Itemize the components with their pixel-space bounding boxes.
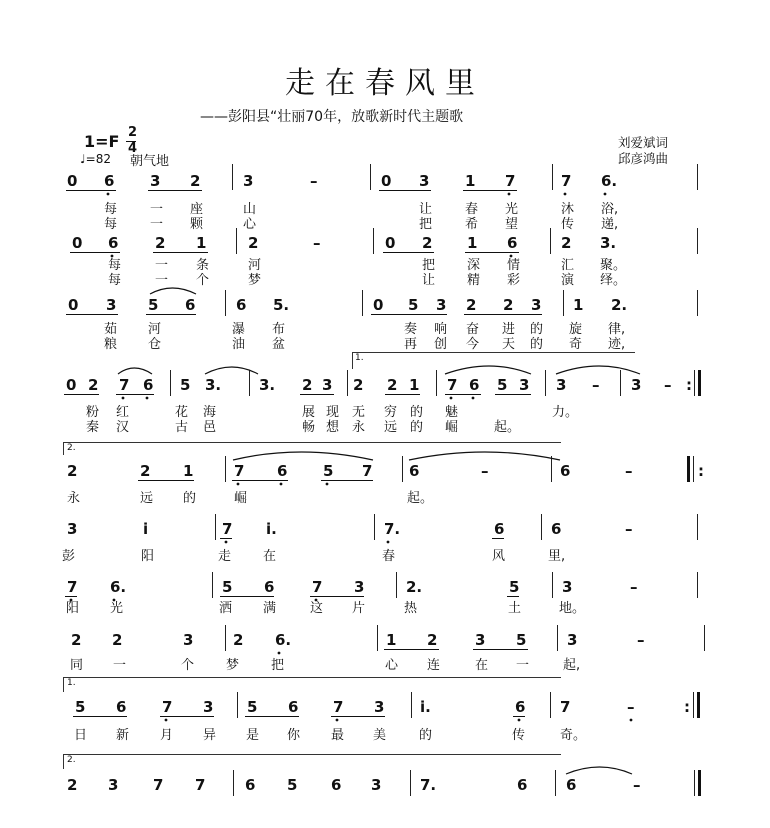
volta-label: 1.: [67, 678, 76, 688]
note: 5: [516, 631, 527, 649]
lyric: 连: [427, 658, 441, 673]
lyric: 异: [203, 728, 217, 743]
note: 7: [560, 698, 571, 716]
lyric: 是: [246, 728, 260, 743]
tempo-mark: ♩=82: [80, 152, 111, 166]
note: –: [481, 462, 489, 480]
note: 3: [562, 578, 573, 596]
note: 0: [72, 234, 83, 252]
lyric: 个: [181, 658, 195, 673]
lyric: 一: [150, 217, 164, 232]
lyric: 心: [243, 217, 257, 232]
lyric: 奋: [466, 322, 480, 337]
note: –: [633, 776, 641, 794]
octave-dot: [387, 541, 390, 544]
composer: 邱彦鸿曲: [618, 151, 669, 166]
lyric: 粉: [86, 405, 100, 420]
lyric: 把: [419, 217, 433, 232]
note: 3: [183, 631, 194, 649]
lyric: 递,: [601, 217, 619, 232]
note: 7: [195, 776, 206, 794]
lyric: 每: [104, 202, 118, 217]
octave-dot: [237, 483, 240, 486]
lyric: 律,: [608, 322, 626, 337]
slur: [556, 366, 640, 374]
note: 6: [551, 520, 562, 538]
note: 2: [503, 296, 514, 314]
lyric: 河: [248, 258, 262, 273]
lyric: 进: [502, 322, 516, 337]
lyric: 秦: [86, 420, 100, 435]
note: –: [313, 234, 321, 252]
note: 3: [67, 520, 78, 538]
lyric: 畅: [302, 420, 316, 435]
octave-dot: [113, 599, 116, 602]
lyric: 传: [512, 728, 526, 743]
octave-dot: [450, 397, 453, 400]
lyric: 春: [382, 549, 396, 564]
note: 5: [408, 296, 419, 314]
repeat-sign: :: [686, 376, 692, 394]
note: 0: [381, 172, 392, 190]
note: 6: [116, 698, 127, 716]
note: 0: [68, 296, 79, 314]
note: 5: [180, 376, 191, 394]
volta-label: 2.: [67, 755, 76, 765]
lyric: 每: [108, 273, 122, 288]
lyric: 想: [326, 420, 340, 435]
note: 7: [67, 578, 78, 596]
note: 2: [466, 296, 477, 314]
lyric: 迹,: [608, 337, 626, 352]
note: i.: [266, 520, 277, 538]
note: 3.: [600, 234, 617, 252]
lyric: 旋: [569, 322, 583, 337]
lyric: 再: [404, 337, 418, 352]
lyric: 河: [148, 322, 162, 337]
lyric: 在: [263, 549, 277, 564]
note: 3: [322, 376, 333, 394]
note: 2: [248, 234, 259, 252]
lyric: 汇: [561, 258, 575, 273]
lyric: 洒: [219, 601, 233, 616]
note: 5: [287, 776, 298, 794]
note: –: [625, 520, 633, 538]
note: 7: [505, 172, 516, 190]
note: 2.: [611, 296, 628, 314]
lyric: 新: [116, 728, 130, 743]
lyric: 古: [175, 420, 189, 435]
note: –: [627, 698, 635, 716]
note: 3: [556, 376, 567, 394]
note: 2: [561, 234, 572, 252]
octave-dot: [508, 193, 511, 196]
note: 6: [104, 172, 115, 190]
note: 3: [567, 631, 578, 649]
lyric: 让: [419, 202, 433, 217]
note: 1: [196, 234, 207, 252]
lyric: 的: [410, 420, 424, 435]
lyric: 奇: [569, 337, 583, 352]
note: 5: [75, 698, 86, 716]
note: 0: [373, 296, 384, 314]
time-signature-bottom: 4: [128, 141, 138, 156]
lyric: 春: [465, 202, 479, 217]
lyric: 阳: [66, 601, 80, 616]
note: 7: [447, 376, 458, 394]
note: 2: [112, 631, 123, 649]
lyric: 聚。: [600, 258, 627, 273]
octave-dot: [146, 397, 149, 400]
lyric: 土: [508, 601, 522, 616]
lyric: 一: [155, 273, 169, 288]
octave-dot: [107, 193, 110, 196]
lyric: 红: [116, 405, 130, 420]
slur: [205, 367, 258, 374]
lyric: 绎。: [600, 273, 627, 288]
lyric: 望: [505, 217, 519, 232]
lyric: 日: [74, 728, 88, 743]
note: 6: [185, 296, 196, 314]
note: 0: [385, 234, 396, 252]
octave-dot: [630, 719, 633, 722]
lyric: 片: [352, 601, 366, 616]
note: 2: [71, 631, 82, 649]
note: 7: [162, 698, 173, 716]
note: 3: [354, 578, 365, 596]
expression-mark: 朝气地: [130, 154, 170, 169]
note: 5: [247, 698, 258, 716]
time-signature-top: 2: [128, 125, 138, 140]
lyric: 梦: [248, 273, 262, 288]
octave-dot: [472, 397, 475, 400]
octave-dot: [315, 599, 318, 602]
note: 6: [277, 462, 288, 480]
lyric: 演: [561, 273, 575, 288]
note: –: [625, 462, 633, 480]
lyric: 瀑: [232, 322, 246, 337]
lyric: 每: [104, 217, 118, 232]
note: 3: [631, 376, 642, 394]
note: 3: [243, 172, 254, 190]
note: 3: [150, 172, 161, 190]
lyric: 彩: [507, 273, 521, 288]
lyric: 创: [434, 337, 448, 352]
lyric: 热: [404, 601, 418, 616]
song-subtitle: ——彭阳县“壮丽70年，放歌新时代主题歌: [200, 109, 464, 125]
lyric: 深: [467, 258, 481, 273]
slur: [566, 767, 632, 774]
octave-dot: [326, 483, 329, 486]
note: 1: [386, 631, 397, 649]
lyric: 光: [505, 202, 519, 217]
lyric: 这: [310, 601, 324, 616]
note: 3: [108, 776, 119, 794]
octave-dot: [510, 255, 513, 258]
lyric: 崛: [234, 491, 248, 506]
lyric: 响: [434, 322, 448, 337]
note: 6: [143, 376, 154, 394]
note: 6: [517, 776, 528, 794]
lyric: 天: [502, 337, 516, 352]
slur: [409, 452, 560, 460]
lyric: 力。: [552, 405, 579, 420]
note: 3: [519, 376, 530, 394]
octave-dot: [604, 193, 607, 196]
lyric: 沐: [561, 202, 575, 217]
lyric: 远: [140, 491, 154, 506]
lyric: 的: [183, 491, 197, 506]
note: i: [143, 520, 149, 538]
note: 7: [362, 462, 373, 480]
note: 6: [515, 698, 526, 716]
lyric: 一: [150, 202, 164, 217]
note: 6.: [275, 631, 292, 649]
lyricist: 刘爱斌词: [618, 135, 669, 150]
lyric: 把: [271, 658, 285, 673]
note: 5: [148, 296, 159, 314]
note: 6: [566, 776, 577, 794]
note: 3.: [205, 376, 222, 394]
lyric: 阳: [141, 549, 155, 564]
note: 6: [507, 234, 518, 252]
lyric: 粮: [104, 337, 118, 352]
lyric: 里,: [548, 549, 566, 564]
note: 6: [236, 296, 247, 314]
note: 6: [264, 578, 275, 596]
lyric: 无: [352, 405, 366, 420]
lyric: 起,: [563, 658, 581, 673]
slur: [445, 366, 531, 374]
lyric: 传: [561, 217, 575, 232]
lyric: 颗: [190, 217, 204, 232]
note: 3: [203, 698, 214, 716]
note: 5: [497, 376, 508, 394]
lyric: 汉: [116, 420, 130, 435]
note: 3: [436, 296, 447, 314]
lyric: 茹: [104, 322, 118, 337]
lyric: 浴,: [601, 202, 619, 217]
octave-dot: [111, 255, 114, 258]
lyric: 光: [110, 601, 124, 616]
octave-dot: [122, 397, 125, 400]
note: 2: [190, 172, 201, 190]
octave-dot: [336, 719, 339, 722]
lyric: 起。: [407, 491, 434, 506]
note: 3: [374, 698, 385, 716]
lyric: 今: [466, 337, 480, 352]
octave-dot: [564, 193, 567, 196]
lyric: 座: [190, 202, 204, 217]
lyric: 海: [203, 405, 217, 420]
lyric: 远: [384, 420, 398, 435]
lyric: 让: [422, 273, 436, 288]
note: 2: [233, 631, 244, 649]
lyric: 的: [530, 337, 544, 352]
note: –: [664, 376, 672, 394]
note: 2: [302, 376, 313, 394]
note: 7: [234, 462, 245, 480]
lyric: 一: [113, 658, 127, 673]
lyric: 油: [232, 337, 246, 352]
note: 2: [88, 376, 99, 394]
note: 1: [573, 296, 584, 314]
lyric: 你: [287, 728, 301, 743]
note: 3.: [259, 376, 276, 394]
note: 3: [531, 296, 542, 314]
lyric: 希: [465, 217, 479, 232]
lyric: 个: [196, 273, 210, 288]
note: 1: [183, 462, 194, 480]
octave-dot: [278, 652, 281, 655]
lyric: 崛: [445, 420, 459, 435]
note: 5.: [273, 296, 290, 314]
lyric: 情: [507, 258, 521, 273]
octave-dot: [70, 599, 73, 602]
octave-dot: [225, 541, 228, 544]
lyric: 魅: [445, 405, 459, 420]
note: 2: [422, 234, 433, 252]
octave-dot: [165, 719, 168, 722]
slur: [118, 368, 152, 374]
note: 6: [108, 234, 119, 252]
note: 6: [409, 462, 420, 480]
octave-dot: [518, 719, 521, 722]
note: 6.: [601, 172, 618, 190]
note: i.: [420, 698, 431, 716]
lyric: 条: [196, 258, 210, 273]
note: 6: [331, 776, 342, 794]
lyric: 起。: [494, 420, 521, 435]
slur: [150, 288, 196, 294]
note: 2: [140, 462, 151, 480]
lyric: 的: [530, 322, 544, 337]
note: 2: [155, 234, 166, 252]
lyric: 最: [331, 728, 345, 743]
note: 0: [66, 376, 77, 394]
note: –: [630, 578, 638, 596]
note: 3: [371, 776, 382, 794]
lyric: 盆: [272, 337, 286, 352]
lyric: 一: [155, 258, 169, 273]
lyric: 同: [70, 658, 84, 673]
note: 1: [409, 376, 420, 394]
note: 7: [222, 520, 233, 538]
note: 6: [245, 776, 256, 794]
lyric: 精: [467, 273, 481, 288]
note: 6: [469, 376, 480, 394]
repeat-sign: :: [698, 462, 704, 480]
note: 6.: [110, 578, 127, 596]
lyric: 仓: [148, 337, 162, 352]
lyric: 地。: [559, 601, 586, 616]
lyric: 奇。: [560, 728, 587, 743]
note: 7: [153, 776, 164, 794]
lyric: 在: [475, 658, 489, 673]
lyric: 现: [326, 405, 340, 420]
note: 2: [427, 631, 438, 649]
lyric: 一: [516, 658, 530, 673]
note: 2: [67, 776, 78, 794]
note: 3: [475, 631, 486, 649]
lyric: 穷: [384, 405, 398, 420]
note: 2: [387, 376, 398, 394]
note: 5: [222, 578, 233, 596]
lyric: 把: [422, 258, 436, 273]
lyric: 花: [175, 405, 189, 420]
lyric: 展: [302, 405, 316, 420]
slur: [233, 452, 373, 460]
note: 7.: [420, 776, 437, 794]
lyric: 山: [243, 202, 257, 217]
note: 6: [494, 520, 505, 538]
note: 3: [419, 172, 430, 190]
lyric: 的: [410, 405, 424, 420]
note: 0: [67, 172, 78, 190]
lyric: 布: [272, 322, 286, 337]
note: 5: [509, 578, 520, 596]
lyric: 每: [108, 258, 122, 273]
note: 2: [353, 376, 364, 394]
lyric: 的: [419, 728, 433, 743]
lyric: 走: [218, 549, 232, 564]
volta-label: 1.: [355, 353, 364, 363]
note: 1: [465, 172, 476, 190]
song-title: 走在春风里: [285, 66, 485, 101]
lyric: 美: [373, 728, 387, 743]
lyric: 心: [385, 658, 399, 673]
note: 3: [106, 296, 117, 314]
lyric: 彭: [62, 549, 76, 564]
note: 2: [67, 462, 78, 480]
repeat-sign: :: [684, 698, 690, 716]
note: 6: [560, 462, 571, 480]
note: 5: [323, 462, 334, 480]
note: 7: [312, 578, 323, 596]
lyric: 永: [352, 420, 366, 435]
volta-label: 2.: [67, 443, 76, 453]
lyric: 永: [67, 491, 81, 506]
lyric: 梦: [226, 658, 240, 673]
key-signature: 1=F: [84, 132, 120, 151]
note: –: [310, 172, 318, 190]
lyric: 满: [263, 601, 277, 616]
note: 7: [119, 376, 130, 394]
note: 7: [333, 698, 344, 716]
lyric: 月: [160, 728, 174, 743]
note: 7.: [384, 520, 401, 538]
note: 2.: [406, 578, 423, 596]
lyric: 邑: [203, 420, 217, 435]
note: 1: [467, 234, 478, 252]
octave-dot: [280, 483, 283, 486]
note: 7: [561, 172, 572, 190]
lyric: 奏: [404, 322, 418, 337]
lyric: 风: [492, 549, 506, 564]
note: –: [592, 376, 600, 394]
note: –: [637, 631, 645, 649]
note: 6: [288, 698, 299, 716]
